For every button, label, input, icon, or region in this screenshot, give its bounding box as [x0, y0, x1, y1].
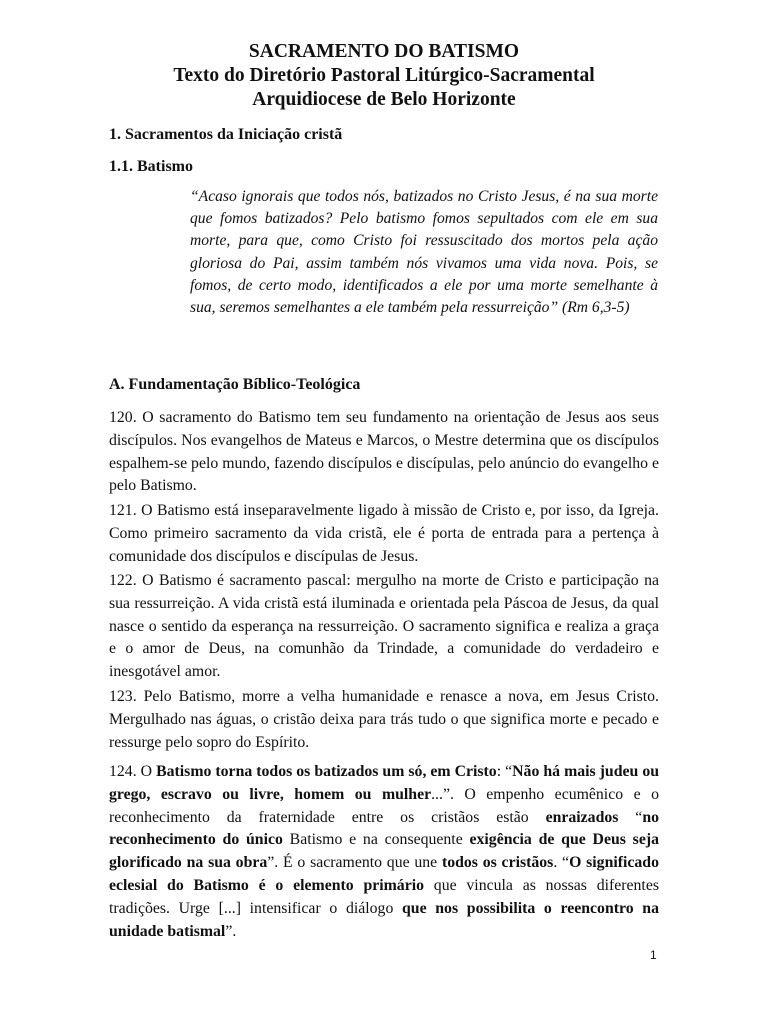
- p124-bold: enraizados: [545, 808, 619, 826]
- p124-text: ...”. O empenho ecumênico e o reconhecimento da fraternidade entre os cristãos estão: [109, 785, 659, 826]
- paragraph-120: 120. O sacramento do Batismo tem seu fundamento na orientação de Jesus aos seus discípulos. Nos evangelhos de Mateus e Marcos, o Mestre determina que os discípulos espalhem-se pelo mundo, fazendo discípulos e discípulas, pelo anúncio do evangelho e pelo Batismo.: [109, 409, 659, 495]
- p124-bold: exigência de que Deus seja glorificado na sua obra: [109, 831, 660, 872]
- p124-bold: que nos possibilita o reencontro na unidade batismal: [109, 899, 659, 940]
- document-title: [0, 40, 768, 112]
- title-line-1: SACRAMENTO DO BATISMO: [248, 41, 520, 62]
- p124-bold: Não há mais judeu ou grego, escravo ou livre, homem ou mulher: [109, 763, 660, 803]
- page-number: 1: [650, 948, 657, 962]
- title-line-3: Arquidiocese de Belo Horizonte: [252, 89, 516, 110]
- p124-text: que vincula as nossas diferentes tradições. Urge [...] intensificar o diálogo: [109, 876, 659, 917]
- scripture-quote: “Acaso ignorais que todos nós, batizados no Cristo Jesus, é na sua morte que fomos batizados? Pelo batismo fomos sepultados com ele em sua morte, para que, como Cristo foi ressuscitado dos mortos pela ação gloriosa do Pai, assim também nós vivamos uma vida nova. Pois, se fomos, de certo modo, identificados a ele por uma morte semelhante à sua, seremos semelhantes a ele também pela ressurreição” (Rm 6,3-5): [190, 188, 658, 317]
- p124-bold: todos os cristãos: [441, 854, 554, 872]
- p124-text: : “: [496, 763, 513, 780]
- paragraph-122: 122. O Batismo é sacramento pascal: mergulho na morte de Cristo e participação na sua ressurreição. A vida cristã está iluminada e orientada pela Páscoa de Jesus, da qual nasce o sentido da esperança na ressurreição. O sacramento significa e realiza a graça e o amor de Deus, na comunhão da Trindade, a comunidade do verdadeiro e inesgotável amor.: [109, 572, 659, 681]
- p124-text: 124. O: [109, 763, 157, 780]
- p124-text: ”.: [225, 922, 237, 940]
- paragraph-123: 123. Pelo Batismo, morre a velha humanidade e renasce a nova, em Jesus Cristo. Mergulhado nas águas, o cristão deixa para trás tudo o que significa morte e pecado e ressurge pelo sopro do Espírito.: [109, 688, 659, 751]
- paragraph-121: 121. O Batismo está inseparavelmente ligado à missão de Cristo e, por isso, da Igreja. Como primeiro sacramento da vida cristã, ele é porta de entrada para a pertença à comunidade dos discípulos e discípulas de Jesus.: [109, 502, 659, 565]
- section-heading-a: A. Fundamentação Bíblico-Teológica: [109, 376, 361, 393]
- p124-bold: O significado eclesial do Batismo é o elemento primário: [109, 854, 659, 894]
- title-line-2: Texto do Diretório Pastoral Litúrgico-Sacramental: [173, 65, 595, 86]
- section-heading-1-1: 1.1. Batismo: [109, 158, 193, 175]
- p124-text: . “: [553, 854, 570, 872]
- p124-bold: no reconhecimento do único: [109, 808, 659, 849]
- p124-bold: Batismo torna todos os batizados um só, em Cristo: [156, 763, 497, 780]
- paragraph-124: [109, 761, 659, 943]
- section-heading-1: 1. Sacramentos da Iniciação cristã: [109, 126, 343, 143]
- p124-text: ”. É o sacramento que une: [267, 854, 442, 872]
- p124-text: “: [618, 808, 643, 826]
- p124-text: Batismo e na consequente: [282, 831, 470, 849]
